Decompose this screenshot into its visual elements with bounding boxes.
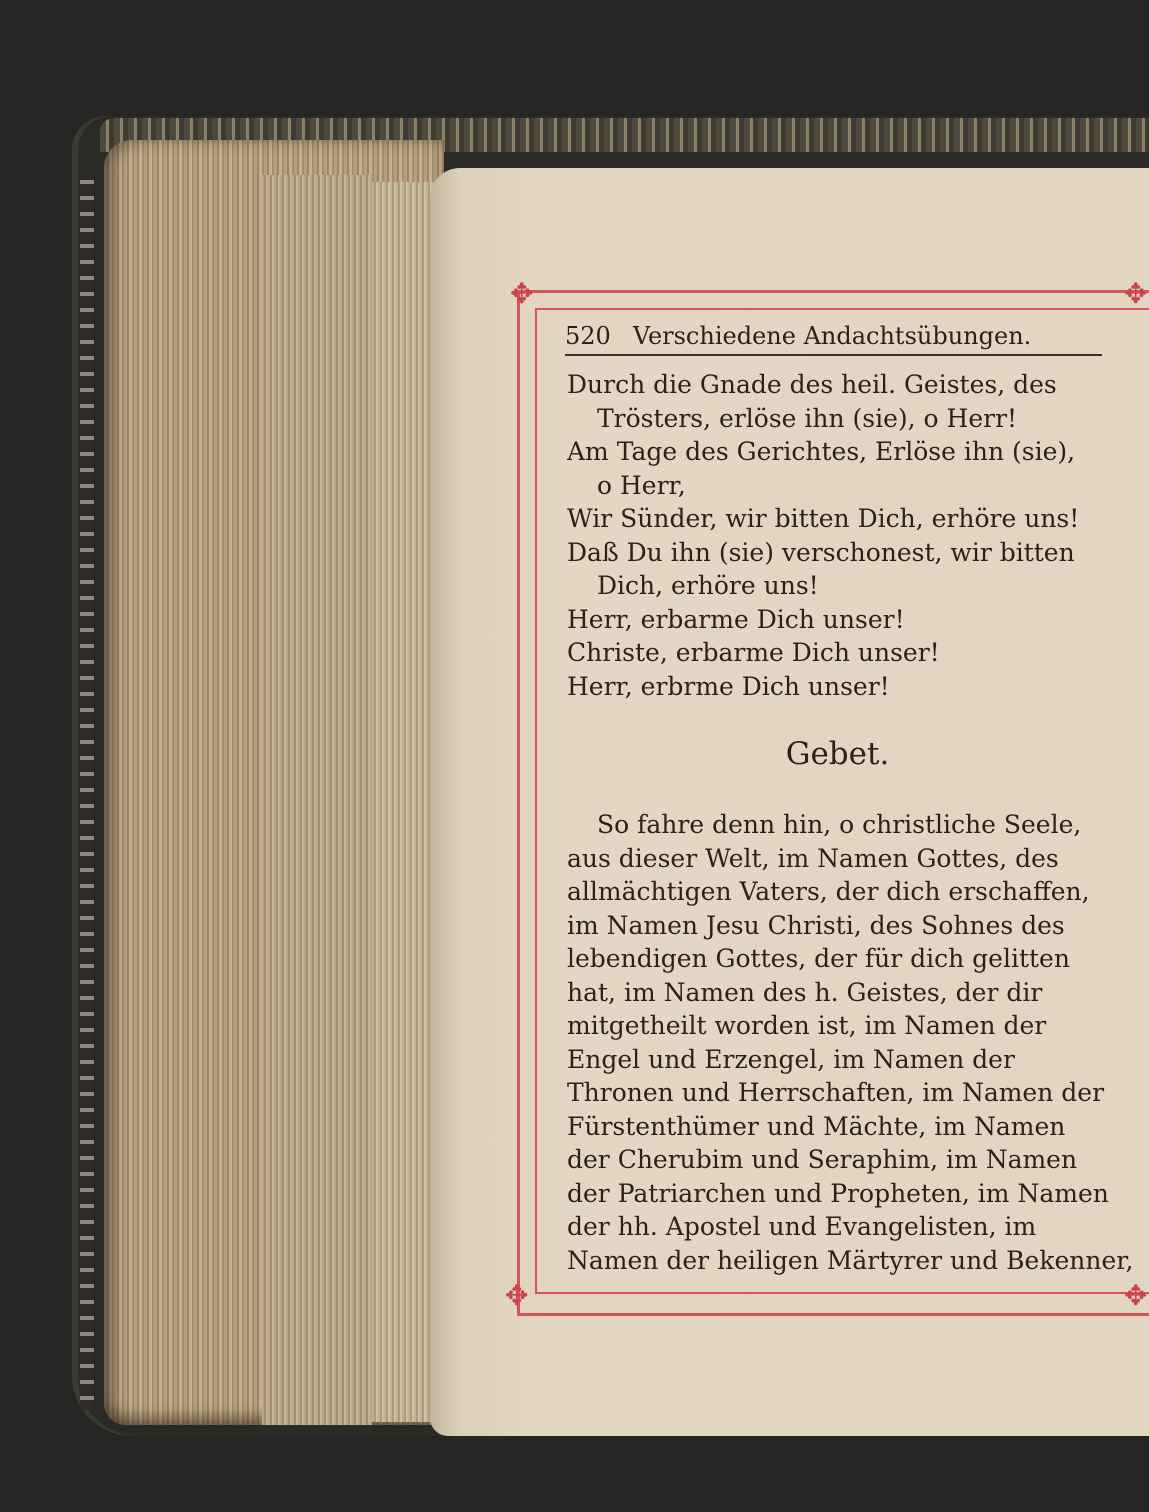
litany-text <box>567 368 1112 703</box>
running-head <box>565 322 1105 362</box>
prayer-line: Engel und Erzengel, im Namen der <box>567 1044 1015 1074</box>
litany-line: Herr, erbarme Dich unser! <box>567 604 905 634</box>
litany-line: Am Tage des Gerichtes, Erlöse ihn (sie), <box>567 437 1076 466</box>
litany-line: Trösters, erlöse ihn (sie), o Herr! <box>597 403 1018 433</box>
fleur-ornament-icon: ✥ <box>1124 1279 1148 1312</box>
prayer-line: der Patriarchen und Propheten, im Namen <box>567 1178 1109 1208</box>
litany-line: Durch die Gnade des heil. Geistes, des <box>567 370 1057 399</box>
litany-line: Herr, erbrme Dich unser! <box>567 671 890 701</box>
litany-line: Wir Sünder, wir bitten Dich, erhöre uns! <box>567 504 1080 533</box>
prayer-line: hat, im Namen des h. Geistes, der dir <box>567 977 1043 1007</box>
running-title: Verschiedene Andachtsübungen. <box>632 322 1032 350</box>
prayer-line: lebendigen Gottes, der für dich gelitten <box>567 944 1070 973</box>
litany-line: Daß Du ihn (sie) verschonest, wir bitten <box>567 537 1075 567</box>
prayer-line: im Namen Jesu Christi, des Sohnes des <box>567 910 1065 940</box>
page-number: 520 <box>565 322 611 350</box>
prayer-line: So fahre denn hin, o christliche Seele, <box>597 810 1082 839</box>
section-heading: Gebet. <box>785 736 890 772</box>
litany-line: o Herr, <box>597 470 686 500</box>
fleur-ornament-icon: ✥ <box>1124 277 1148 310</box>
prayer-line: Fürstenthümer und Mächte, im Namen <box>567 1111 1066 1141</box>
fleur-ornament-icon: ✥ <box>505 1279 529 1312</box>
prayer-line: aus dieser Welt, im Namen Gottes, des <box>567 843 1059 873</box>
prayer-line: Namen der heiligen Märtyrer und Bekenner, <box>567 1245 1134 1275</box>
prayer-line: Thronen und Herrschaften, im Namen der <box>567 1078 1105 1107</box>
litany-line: Christe, erbarme Dich unser! <box>567 638 940 667</box>
prayer-line: der Cherubim und Seraphim, im Namen <box>567 1145 1078 1174</box>
prayer-text <box>567 808 1134 1277</box>
prayer-line: der hh. Apostel und Evangelisten, im <box>567 1212 1037 1241</box>
spine-edge <box>80 180 94 1410</box>
litany-line: Dich, erhöre uns! <box>597 571 819 600</box>
header-rule <box>565 354 1102 356</box>
fleur-ornament-icon: ✥ <box>510 277 534 310</box>
page-block-step <box>262 175 372 1425</box>
prayer-line: allmächtigen Vaters, der dich erschaffen, <box>567 877 1090 906</box>
prayer-line: mitgetheilt worden ist, im Namen der <box>567 1011 1047 1040</box>
